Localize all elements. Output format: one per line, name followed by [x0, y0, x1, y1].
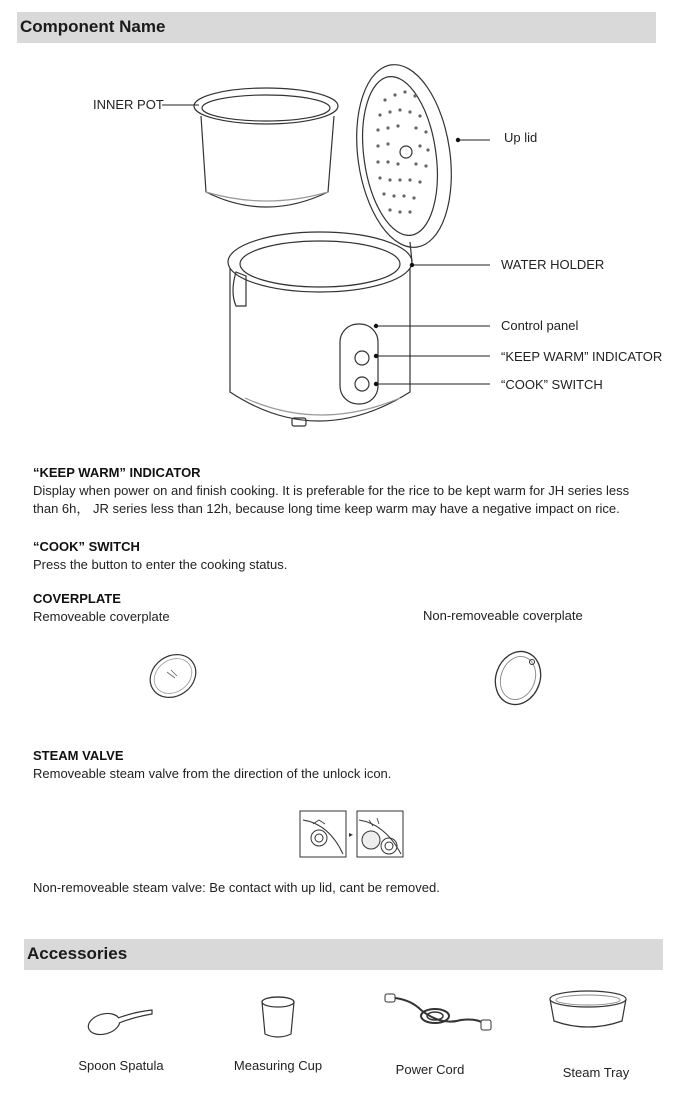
accessories-header — [24, 939, 663, 970]
component-name-title: Component Name — [20, 17, 166, 36]
non-removable-coverplate-label: Non-removeable coverplate — [423, 608, 583, 623]
steam-valve-removal-diagram — [299, 810, 405, 858]
steam-valve-text: Removeable steam valve from the direction of the unlock icon. — [33, 766, 392, 781]
svg-text:▸: ▸ — [349, 830, 354, 839]
accessory-label-spoon-spatula: Spoon Spatula — [78, 1058, 164, 1073]
accessory-label-power-cord: Power Cord — [395, 1062, 465, 1077]
label-water-holder: WATER HOLDER — [501, 257, 605, 272]
accessory-label-steam-tray: Steam Tray — [562, 1065, 630, 1080]
label-cook-switch: “COOK” SWITCH — [501, 377, 603, 392]
removable-coverplate-image — [145, 648, 205, 708]
keep-warm-line-1: Display when power on and finish cooking. It is preferable for the rice to be kept warm for JH series less — [33, 483, 630, 498]
non-removable-coverplate-image — [490, 648, 550, 712]
rice-cooker-illustration — [0, 0, 700, 440]
cook-switch-text: Press the button to enter the cooking status. — [33, 557, 288, 572]
coverplate-heading: COVERPLATE — [33, 591, 121, 606]
label-control-panel: Control panel — [501, 318, 579, 333]
cook-switch-heading: “COOK” SWITCH — [33, 539, 140, 554]
measuring-cup-image — [258, 994, 298, 1040]
accessories-title: Accessories — [27, 944, 128, 963]
steam-tray-image — [546, 989, 630, 1033]
non-removable-steam-valve-text: Non-removeable steam valve: Be contact with up lid, cant be removed. — [33, 880, 440, 895]
label-inner-pot: INNER POT — [93, 97, 164, 112]
steam-valve-heading: STEAM VALVE — [33, 748, 124, 763]
removable-coverplate-label: Removeable coverplate — [33, 609, 170, 624]
spoon-spatula-image — [86, 1002, 156, 1042]
keep-warm-heading: “KEEP WARM” INDICATOR — [33, 465, 201, 480]
label-up-lid: Up lid — [504, 130, 538, 145]
keep-warm-line-2: than 6h， JR series less than 12h, because long time keep warm may have a negative impact on rice. — [33, 501, 620, 516]
power-cord-image — [381, 990, 493, 1036]
accessory-label-measuring-cup: Measuring Cup — [233, 1058, 323, 1073]
label-keep-warm-indicator: “KEEP WARM” INDICATOR — [501, 349, 663, 364]
